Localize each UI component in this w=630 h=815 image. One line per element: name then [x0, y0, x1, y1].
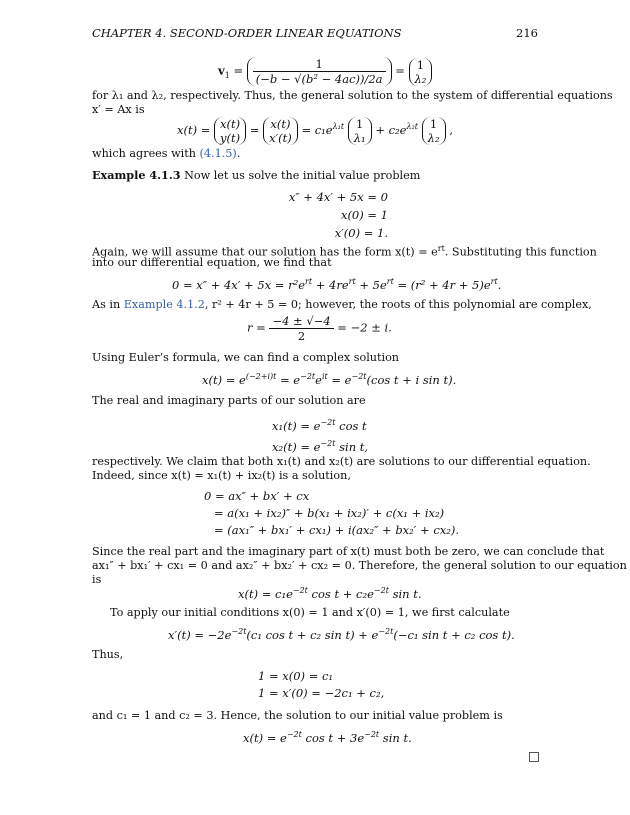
- paragraph-line: The real and imaginary parts of our solution are: [92, 394, 366, 407]
- paragraph-line: respectively. We claim that both x₁(t) and x₂(t) are solutions to our differential equation.: [92, 455, 591, 468]
- running-header: [92, 26, 538, 42]
- v1-symbol: v: [218, 63, 225, 78]
- paragraph-line: Again, we will assume that our solution has the form $x(t) = e^{rt}$. Substituting this function: [92, 244, 597, 259]
- claim-derivation: 0 = ax″ + bx′ + cx = a(x₁ + ix₂)″ + b(x₁ + ix₂)′ + c(x₁ + ix₂) = (ax₁″ + bx₁′ + cx₁) + i(ax₂″ + bx₂′ + cx₂).: [204, 489, 460, 537]
- roots-equation: r = $\frac{-4 \pm √-4}{2}$ = −2 ± i.: [247, 314, 392, 343]
- paragraph-line: Indeed, since x(t) = x₁(t) + ix₂(t) is a solution,: [92, 469, 351, 482]
- page-number: 216: [516, 26, 538, 40]
- end-of-proof-box: [529, 752, 539, 762]
- paragraph-line: x′ = Ax is: [92, 103, 145, 116]
- v1-fraction: $\frac{1}{\text{(−b − √(b² − 4ac))/2a}}$: [253, 57, 386, 86]
- paragraph-line: Using Euler’s formula, we can find a complex solution: [92, 351, 400, 364]
- euler-equation: $x(t) = e^{(-2+i)t} = e^{-2t}e^{it} = e^{-2t}(\cos$ t + i sin t).: [202, 372, 457, 387]
- paragraph-line: ax₁″ + bx₁′ + cx₁ = 0 and ax₂″ + bx₂′ + cx₂ = 0. Therefore, the general solution to our equation: [92, 559, 627, 572]
- example-label: Example 4.1.3: [92, 168, 181, 182]
- real-imaginary-parts: $x_1(t) = e^{-2t}$ cos t $x_2(t) = e^{-2t}$ sin t,: [272, 418, 369, 454]
- equation-reference-link[interactable]: (4.1.5): [199, 147, 237, 160]
- constants-equations: 1 = x(0) = c₁ 1 = x′(0) = −2c₁ + c₂,: [258, 669, 385, 700]
- general-solution-equation: $x(t) = c_1e^{-2t}$ $\cos t + c_2e^{-2t}$ sin t.: [238, 586, 422, 601]
- final-solution-equation: $x(t) = e^{-2t}$ $\cos t + 3e^{-2t}$ sin t.: [243, 730, 412, 745]
- derivative-equation: $x'(t) = -2e^{-2t}(c_1$ cos t + c₂ $\sin t) + e^{-2t}(-c_1$ sin t + c₂ cos t).: [168, 627, 515, 642]
- example-reference-link[interactable]: Example 4.1.2: [123, 298, 205, 311]
- paragraph-line: for λ₁ and λ₂, respectively. Thus, the general solution to the system of differential equations: [92, 89, 613, 102]
- paragraph-line: which agrees with (4.1.5).: [92, 147, 241, 160]
- characteristic-equation: $0 = x'' + 4x' + 5x = r^2e^{rt} + 4re^{rt} + 5e^{rt} = (r^2 + 4r + 5)e^{rt}$.: [172, 277, 502, 292]
- equation-general-solution: x(t) = x(t) y(t) = x(t) x′(t) = $c_1e^{\lambda_1t}$ 1 λ₁ + $c_2e^{\lambda_2t}$ 1 λ₂ ,: [177, 117, 453, 145]
- v1-vector: [247, 57, 392, 86]
- initial-value-problem: x″ + 4x′ + 5x = 0 x(0) = 1 x′(0) = 1.: [288, 190, 388, 240]
- paragraph-line: As in Example 4.1.2, r² + 4r + 5 = 0; however, the roots of this polynomial are complex,: [92, 298, 592, 311]
- paragraph-line: and c₁ = 1 and c₂ = 3. Hence, the solution to our initial value problem is: [92, 709, 503, 722]
- example-heading: Example 4.1.3 Now let us solve the initial value problem: [92, 168, 421, 182]
- chapter-title: CHAPTER 4. SECOND-ORDER LINEAR EQUATIONS: [92, 26, 402, 40]
- equation-v1: $v_1$ = $\frac{1}{\text{(−b − √(b² − 4ac))/2a}}$ = 1 λ₂: [218, 57, 432, 86]
- paragraph-line: into our differential equation, we find that: [92, 256, 332, 269]
- paragraph-line: Since the real part and the imaginary part of x(t) must both be zero, we can conclude that: [92, 545, 605, 558]
- v1-eigen-vector: 1 λ₂: [409, 58, 433, 86]
- paragraph-line: is: [92, 573, 102, 586]
- paragraph-line: Thus,: [92, 648, 124, 661]
- paragraph-line: To apply our initial conditions x(0) = 1 and x′(0) = 1, we first calculate: [110, 606, 510, 619]
